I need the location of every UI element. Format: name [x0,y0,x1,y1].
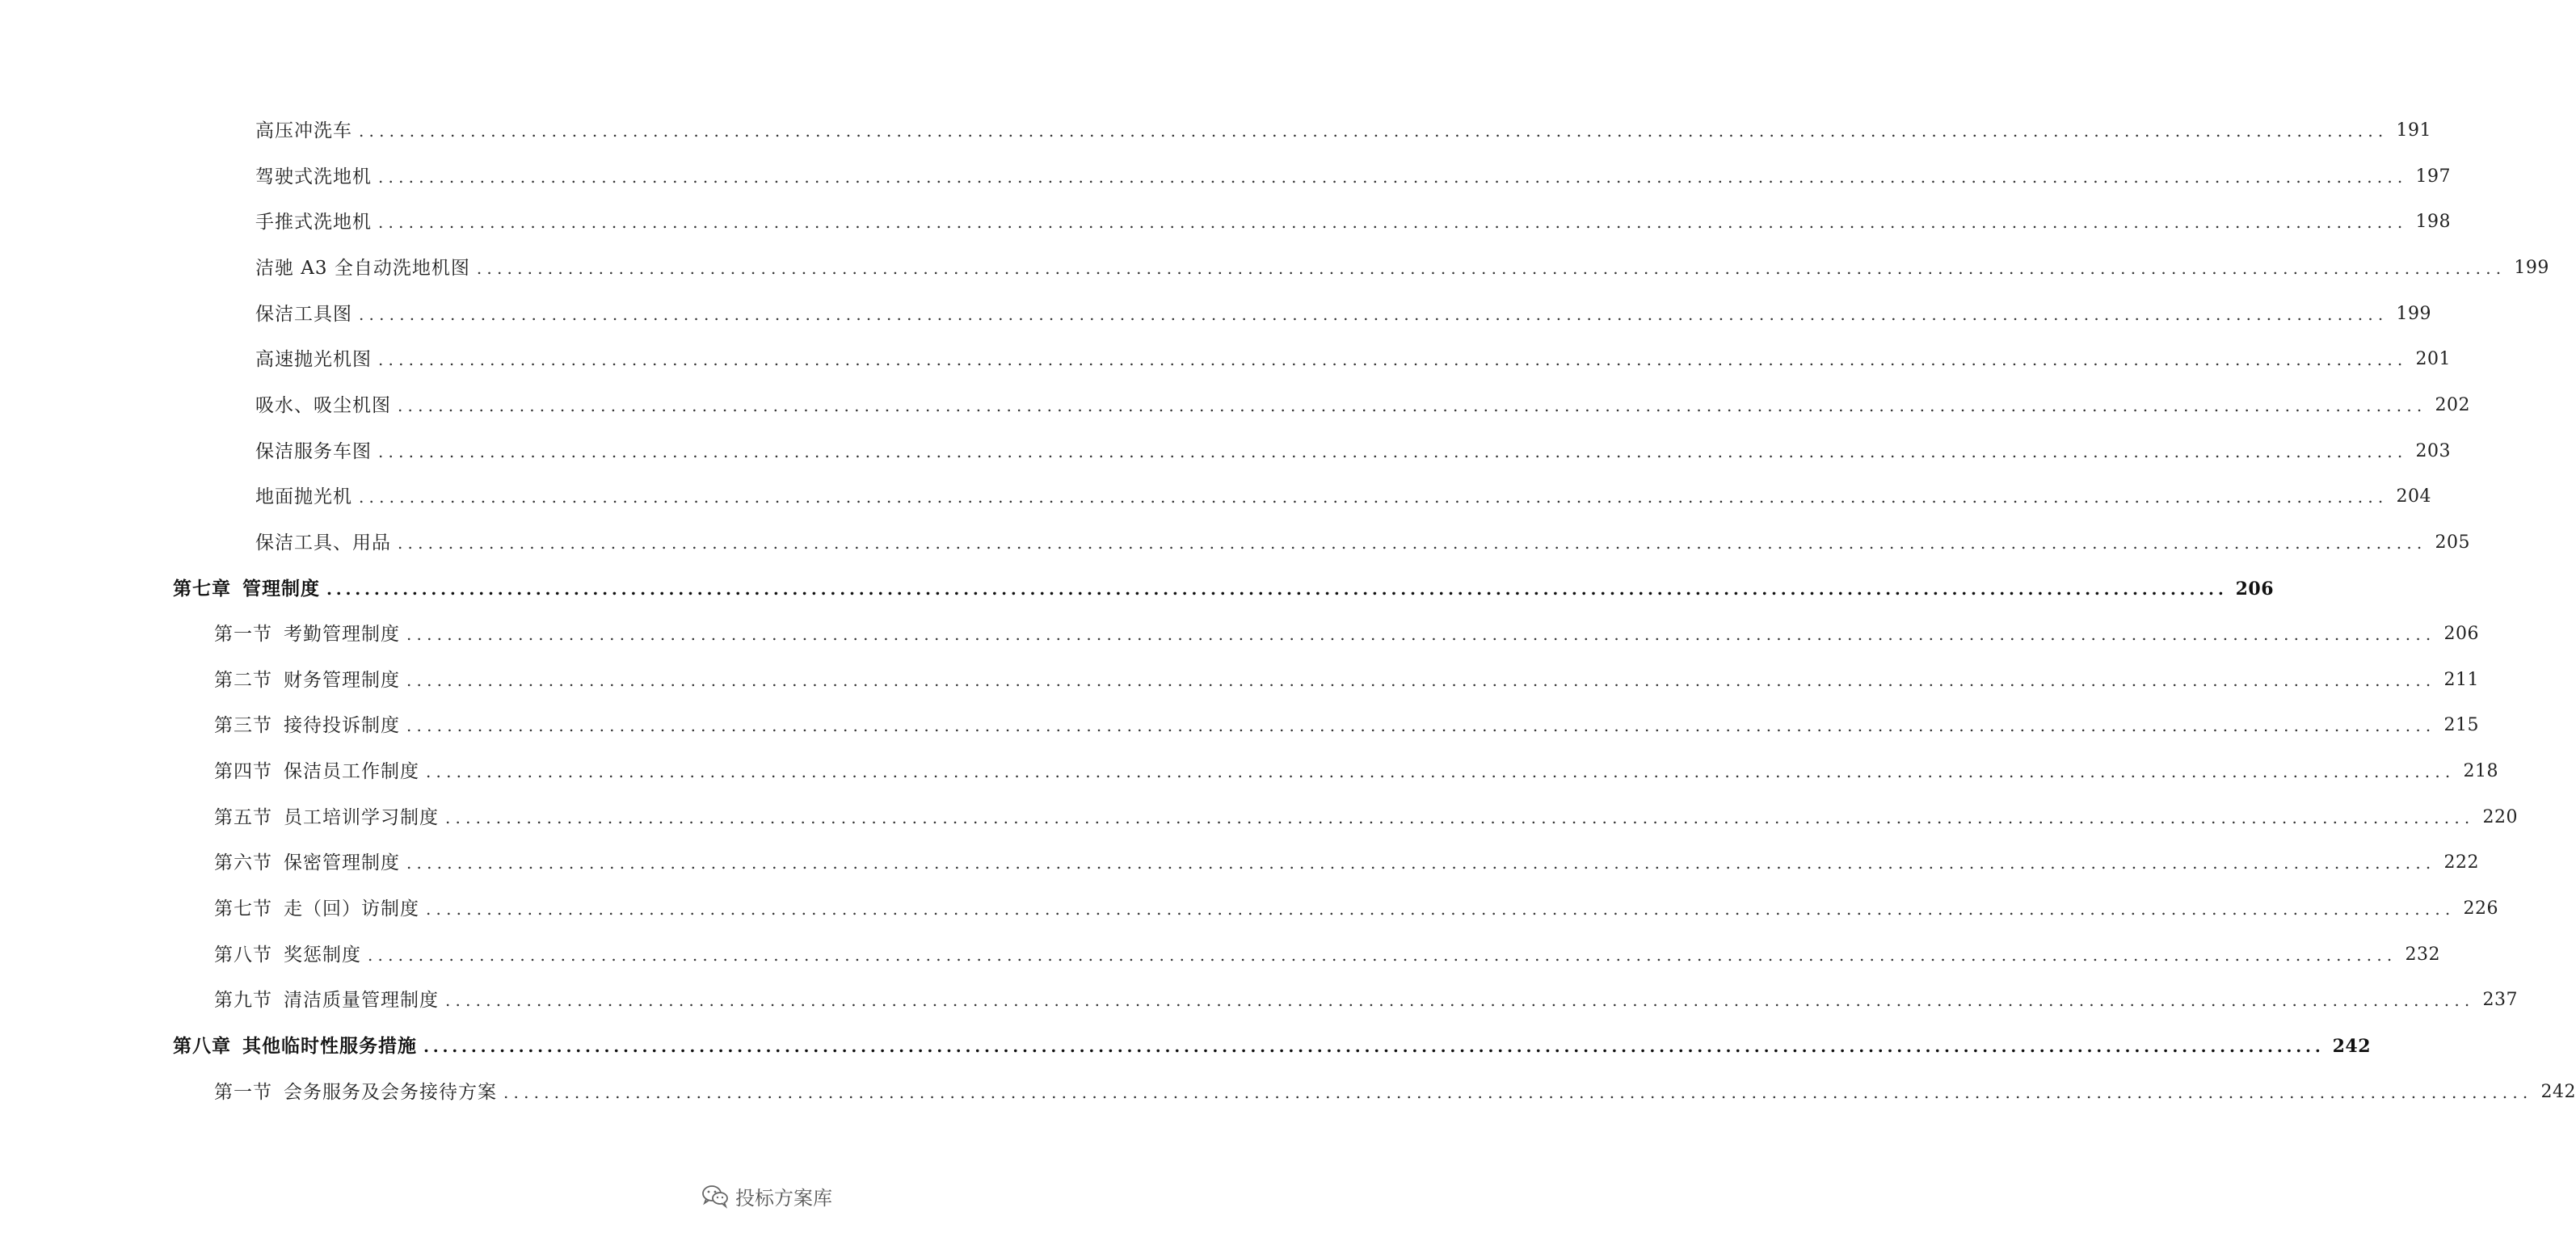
page-number: 201 [2415,349,2451,370]
toc-item-row [255,385,2470,418]
entry-text: 走（回）访制度 [284,898,419,919]
dot-leader: ........................................................................................................................................................................................................ [378,166,2408,187]
toc-entry-title [255,256,470,280]
entry-text: 清洁质量管理制度 [284,990,439,1012]
toc-entry-title [173,577,320,601]
dot-leader: ........................................................................................................................................................................................................ [359,304,2389,324]
watermark [701,1180,832,1212]
dot-leader: ........................................................................................................................................................................................................ [406,670,2436,690]
page-number: 205 [2435,532,2470,553]
entry-text: 手推式洗地机 [255,212,372,234]
toc-entry-title [214,897,419,921]
toc-section-row [214,751,2498,784]
page-number: 199 [2514,257,2549,278]
toc-entry-title [255,440,372,464]
page-number: 206 [2443,624,2479,645]
entry-text: 员工培训学习制度 [284,806,439,828]
toc-section-row [214,660,2479,692]
toc-section-row [214,935,2440,967]
dot-leader: ........................................................................................................................................................................................................ [445,807,2475,827]
page-number: 220 [2482,806,2518,827]
entry-text: 财务管理制度 [284,669,400,691]
wechat-icon [701,1184,729,1208]
watermark-text: 投标方案库 [735,1186,832,1210]
dot-leader: ........................................................................................................................................................................................................ [406,716,2436,736]
entry-text: 管理制度 [242,577,320,600]
toc-chapter-row [173,569,2275,601]
entry-text: 吸水、吸尘机图 [255,394,391,416]
toc-section-row [214,889,2498,921]
dot-leader: ........................................................................................................................................................................................................ [503,1082,2533,1102]
dot-leader: ........................................................................................................................................................................................................ [406,625,2436,645]
entry-text: 奖惩制度 [284,944,361,966]
section-number: 第四节 [214,761,272,783]
entry-text: 高压冲洗车 [255,120,352,141]
entry-text: 会务服务及会务接待方案 [284,1081,497,1103]
page-number: 226 [2463,898,2498,919]
dot-leader: ........................................................................................................................................................................................................ [426,899,2456,919]
entry-text: 其他临时性服务措施 [242,1035,417,1057]
page-number: 222 [2443,852,2479,873]
entry-text: 洁驰 A3 全自动洗地机图 [255,257,470,279]
toc-entry-title [214,713,400,738]
entry-text: 地面抛光机 [255,486,352,508]
toc-entry-title [255,485,352,509]
page-number: 232 [2405,944,2440,965]
section-number: 第九节 [214,990,272,1012]
page-number: 203 [2415,440,2451,461]
page-number: 211 [2443,669,2479,690]
chapter-number: 第八章 [173,1035,231,1057]
entry-text: 保洁工具、用品 [255,532,391,553]
dot-leader: ........................................................................................................................................................................................................ [423,1037,2325,1056]
toc-entry-title [214,988,439,1012]
entry-text: 考勤管理制度 [284,624,400,646]
page-number: 206 [2235,578,2275,600]
dot-leader: ........................................................................................................................................................................................................ [426,762,2456,782]
dot-leader: ........................................................................................................................................................................................................ [398,532,2427,553]
page-number: 191 [2396,120,2431,141]
section-number: 第一节 [214,624,272,646]
section-number: 第二节 [214,669,272,691]
section-number: 第八节 [214,944,272,966]
dot-leader: ........................................................................................................................................................................................................ [476,258,2507,278]
page-number: 202 [2435,394,2470,415]
toc-entry-title [214,622,400,646]
toc-section-row [214,1072,2576,1105]
toc-chapter-row [173,1026,2372,1058]
toc-section-row [214,614,2479,646]
toc-entry-title [255,210,372,234]
section-number: 第七节 [214,898,272,919]
toc-section-row [214,980,2518,1012]
toc-item-row [255,431,2451,464]
page-number: 215 [2443,715,2479,736]
toc-entry-title [255,393,391,418]
section-number: 第一节 [214,1081,272,1103]
toc-entry-title [255,531,391,555]
toc-item-row [255,202,2451,234]
toc-section-row [214,705,2479,738]
toc-entry-title [214,668,400,692]
section-number: 第五节 [214,806,272,828]
toc-entry-title [173,1034,417,1058]
toc-entry-title [255,119,352,143]
entry-text: 保洁员工作制度 [284,761,419,783]
toc-item-row [255,294,2431,326]
dot-leader: ........................................................................................................................................................................................................ [359,487,2389,507]
toc-section-row [214,843,2479,875]
toc-item-row [255,111,2431,143]
toc-entry-title [214,806,439,830]
dot-leader: ........................................................................................................................................................................................................ [398,395,2427,415]
page-number: 197 [2415,166,2451,187]
dot-leader: ........................................................................................................................................................................................................ [378,441,2408,461]
chapter-number: 第七章 [173,577,231,600]
section-number: 第三节 [214,715,272,737]
entry-text: 驾驶式洗地机 [255,166,372,187]
page-number: 242 [2540,1081,2576,1102]
toc-entry-title [214,851,400,875]
entry-text: 保洁服务车图 [255,440,372,462]
section-number: 第六节 [214,852,272,874]
dot-leader: ........................................................................................................................................................................................................ [378,213,2408,233]
toc-item-row [255,477,2431,509]
dot-leader: ........................................................................................................................................................................................................ [359,121,2389,141]
entry-text: 高速抛光机图 [255,349,372,371]
dot-leader: ........................................................................................................................................................................................................ [445,991,2475,1011]
page-number: 198 [2415,212,2451,233]
toc-item-row [255,157,2451,189]
entry-text: 保密管理制度 [284,852,400,874]
toc-entry-title [255,302,352,326]
entry-text: 保洁工具图 [255,303,352,325]
page-number: 218 [2463,761,2498,782]
toc-entry-title [214,943,361,967]
toc-item-row [255,248,2549,280]
toc-entry-title [255,347,372,372]
page-number: 242 [2332,1036,2372,1057]
toc-entry-title [214,1080,497,1105]
toc-entry-title [214,760,419,784]
dot-leader: ........................................................................................................................................................................................................ [406,853,2436,873]
toc-entry-title [255,165,372,189]
dot-leader: ........................................................................................................................................................................................................ [326,579,2228,599]
page-number: 204 [2396,486,2431,507]
page-number: 199 [2396,303,2431,324]
page-number: 237 [2482,990,2518,1011]
dot-leader: ........................................................................................................................................................................................................ [368,945,2397,965]
dot-leader: ........................................................................................................................................................................................................ [378,350,2408,370]
toc-item-row [255,339,2451,372]
toc-item-row [255,523,2470,555]
toc-section-row [214,797,2518,830]
entry-text: 接待投诉制度 [284,715,400,737]
